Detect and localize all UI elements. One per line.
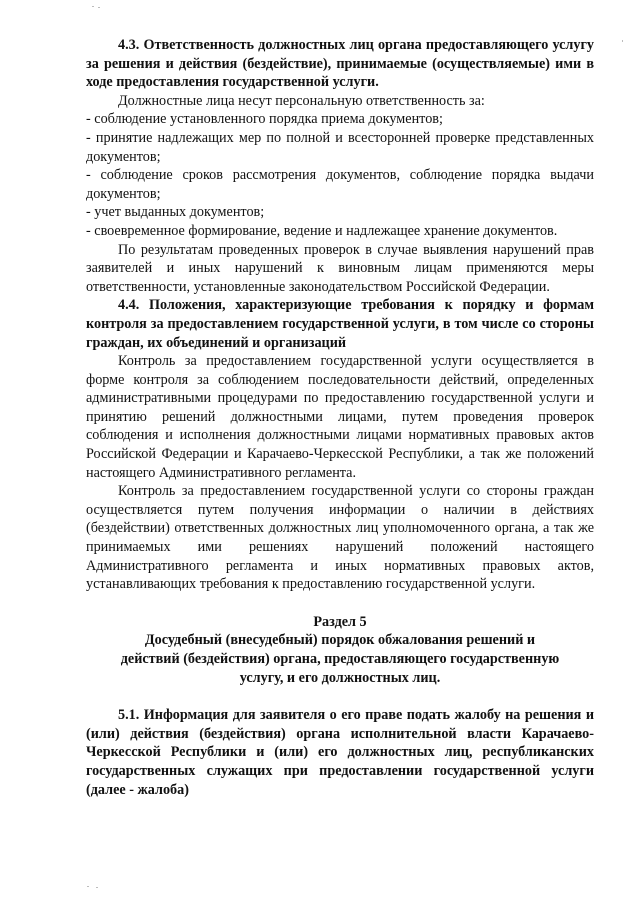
section-5-1-heading: 5.1. Информация для заявителя о его праве подать жалобу на решения и (или) действия (бездействия) органа исполнительной власти Карачаево-Черкесской Республики и (или) его должностных лиц, республиканских государственных служащих при предоставлении государственной услуги (далее - жалоба) <box>86 707 594 798</box>
list-item: - соблюдение сроков рассмотрения документов, соблюдение порядка выдачи документов; <box>86 167 594 202</box>
section-4-4-paragraph-2: Контроль за предоставлением государственной услуги со стороны граждан осуществляется путем получения информации о наличии в действиях (бездействии) ответственных должностных лиц уполномоченного органа, а так же принимаемых ими решениях нарушений положений настоящего Административного регламента и иных нормативных правовых актов, устанавливающих требования к предоставлению государственной услуги. <box>86 483 594 593</box>
section-5-title-line-3: услугу, и его должностных лиц. <box>239 669 441 686</box>
scan-speck <box>96 887 98 888</box>
scan-speck <box>622 40 623 42</box>
document-page <box>86 36 594 799</box>
scan-speck <box>98 7 100 8</box>
list-item: - учет выданных документов; <box>86 204 265 221</box>
section-5-title-line-1: Досудебный (внесудебный) порядок обжалования решений и <box>144 632 536 649</box>
section-4-4-paragraph-1: Контроль за предоставлением государственной услуги осуществляется в форме контроля за соблюдением последовательности действий, определенных административными процедурами по предоставлению государственной услуги и принятию решений должностными лицами, путем проведения проверок соблюдения и исполнения должностными лицами нормативных правовых актов Российской Федерации и Карачаево-Черкесской Республики, а так же положений настоящего Административного регламента. <box>86 353 594 481</box>
scan-speck <box>87 886 89 887</box>
scan-speck <box>92 6 94 7</box>
section-5-title-line-2: действий (бездействия) органа, предоставляющего государственную <box>120 651 560 667</box>
spacer <box>86 687 594 706</box>
section-4-4-heading: 4.4. Положения, характеризующие требования к порядку и формам контроля за предоставлением государственной услуги, в том числе со стороны граждан, их объединений и организаций <box>86 297 594 351</box>
section-4-3-closing: По результатам проведенных проверок в случае выявления нарушений прав заявителей и иных нарушений к виновным лицам применяются меры ответственности, установленные законодательством Российской Федерации. <box>86 241 594 295</box>
spacer <box>86 594 594 613</box>
list-item: - своевременное формирование, ведение и надлежащее хранение документов. <box>86 222 558 239</box>
list-item: - принятие надлежащих мер по полной и всесторонней проверке представленных документов; <box>86 129 594 165</box>
section-4-3-heading: 4.3. Ответственность должностных лиц органа предоставляющего услугу за решения и действия (бездействие), принимаемые (осуществляемые) ими в ходе предоставления государственной услуги. <box>86 37 594 91</box>
section-5-label: Раздел 5 <box>313 613 367 630</box>
list-item: - соблюдение установленного порядка приема документов; <box>86 111 443 128</box>
section-4-3-intro: Должностные лица несут персональную ответственность за: <box>118 92 485 109</box>
